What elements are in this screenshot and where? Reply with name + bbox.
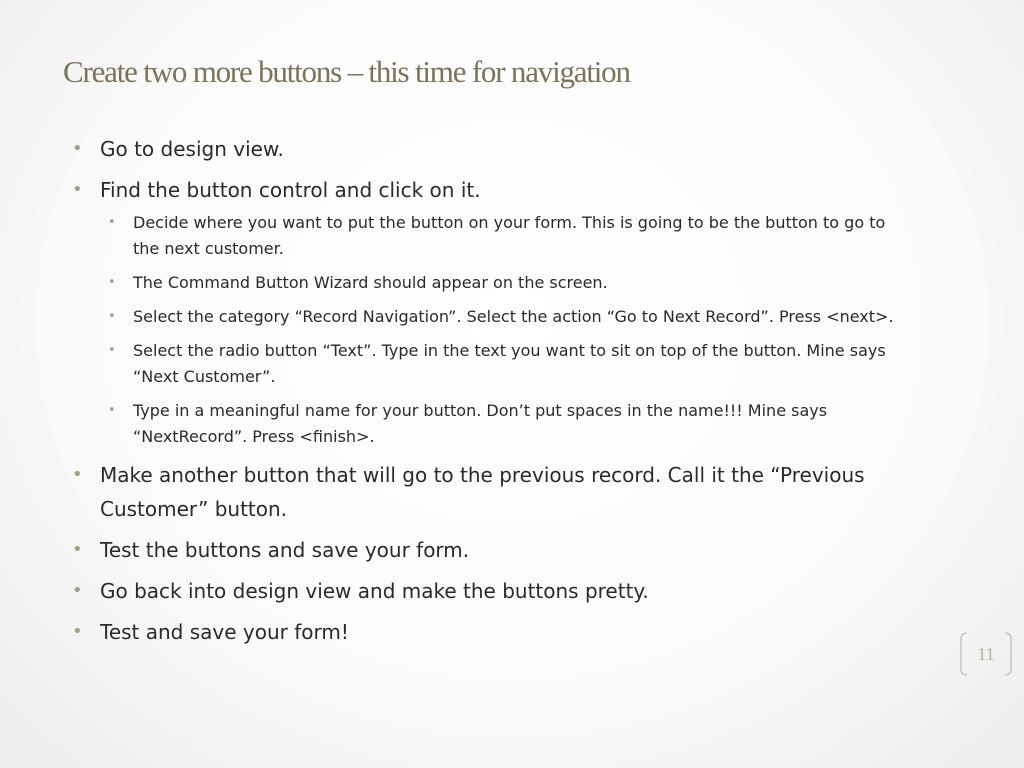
sub-bullet-text: Select the category “Record Navigation”. Select the action “Go to Next Record”. Press <next>. xyxy=(133,307,894,326)
bullet-text: Go back into design view and make the buttons pretty. xyxy=(100,579,649,603)
bullet-item xyxy=(72,615,902,649)
sub-bullet-item xyxy=(104,338,902,390)
bullet-item xyxy=(72,173,902,450)
bullet-text: Find the button control and click on it. xyxy=(100,178,481,202)
bullet-item xyxy=(72,458,902,526)
sub-bullet-item xyxy=(104,304,902,330)
sub-bullet-item xyxy=(104,210,902,262)
sub-bullet-text: Type in a meaningful name for your button. Don’t put spaces in the name!!! Mine says “NextRecord”. Press <finish>. xyxy=(133,401,828,446)
page-number: 11 xyxy=(977,644,995,664)
sub-bullet-text: Decide where you want to put the button on your form. This is going to be the button to go to the next customer. xyxy=(133,213,886,258)
bullet-item xyxy=(72,533,902,567)
sub-bullet-text: Select the radio button “Text”. Type in the text you want to sit on top of the button. Mine says “Next Customer”. xyxy=(133,341,886,386)
bullet-text: Make another button that will go to the previous record. Call it the “Previous Customer” button. xyxy=(100,463,865,521)
bullet-item xyxy=(72,574,902,608)
sub-bullet-item xyxy=(104,398,902,450)
bullet-list xyxy=(72,132,902,649)
bullet-text: Test and save your form! xyxy=(100,620,349,644)
bullet-text: Test the buttons and save your form. xyxy=(100,538,470,562)
slide-content xyxy=(72,132,902,656)
sub-bullet-list xyxy=(104,210,902,450)
bullet-item xyxy=(72,132,902,166)
page-number-box xyxy=(958,630,1014,678)
sub-bullet-item xyxy=(104,270,902,296)
sub-bullet-text: The Command Button Wizard should appear on the screen. xyxy=(133,273,608,292)
bullet-text: Go to design view. xyxy=(100,137,284,161)
slide-title: Create two more buttons – this time for navigation xyxy=(63,54,630,89)
